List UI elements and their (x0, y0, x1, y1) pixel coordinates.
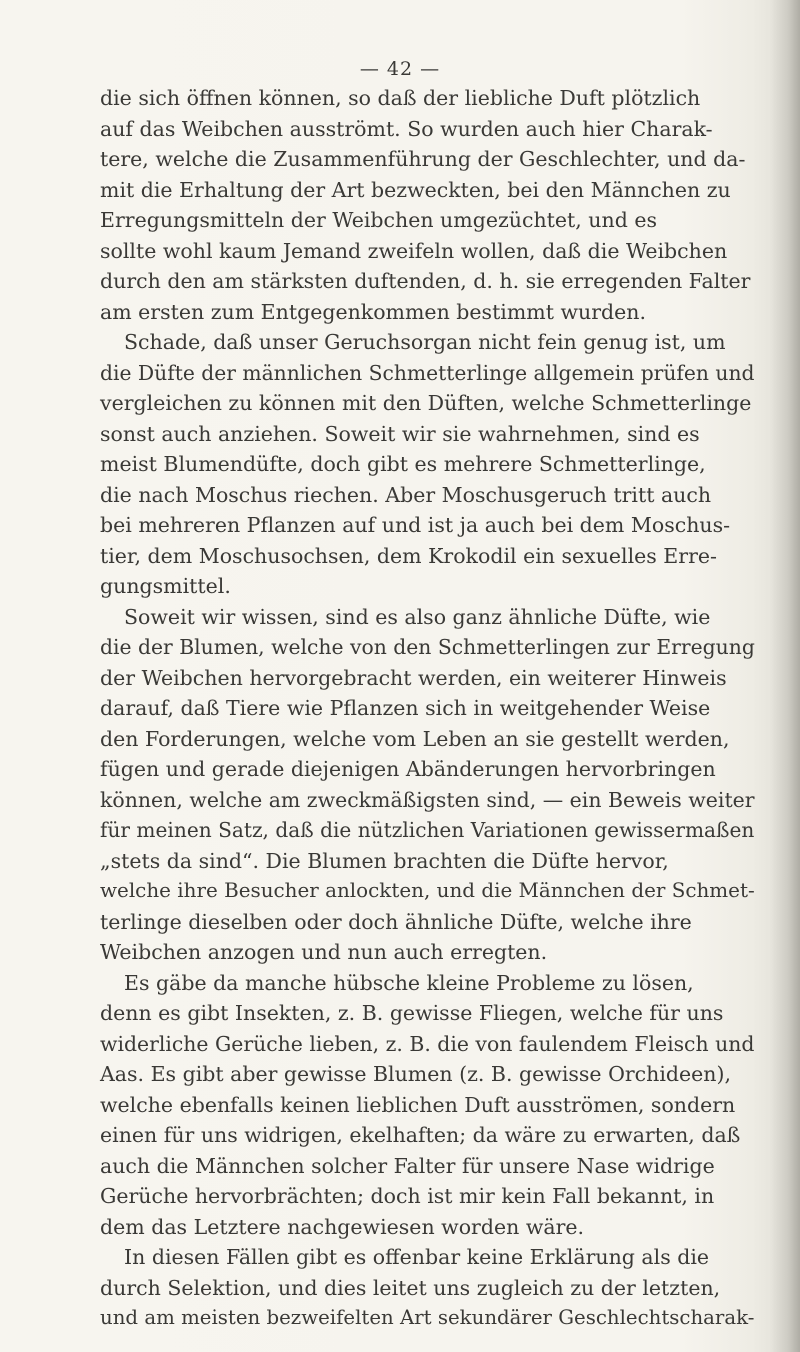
text-line: Schade, daß unser Geruchsorgan nicht fein genug ist, um (124, 330, 726, 354)
text-line: sonst auch anziehen. Soweit wir sie wahrnehmen, sind es (100, 421, 700, 446)
text-line: fügen und gerade diejenigen Abänderungen hervorbringen (100, 757, 716, 781)
text-line: Erregungsmitteln der Weibchen umgezüchtet, und es (100, 208, 657, 232)
text-line: den Forderungen, welche vom Leben an sie gestellt werden, (100, 726, 730, 751)
text-line: „stets da sind“. Die Blumen brachten die Düfte hervor, (100, 848, 669, 873)
text-line: die nach Moschus riechen. Aber Moschusgeruch tritt auch (100, 482, 712, 507)
text-line: mit die Erhaltung der Art bezweckten, bei den Männchen zu (100, 177, 731, 202)
text-line: welche ihre Besucher anlockten, und die Männchen der Schmet- (100, 879, 755, 902)
text-line: In diesen Fällen gibt es offenbar keine Erklärung als die (124, 1245, 710, 1269)
text-line: dem das Letztere nachgewiesen worden wäre. (100, 1214, 585, 1239)
text-line: widerliche Gerüche lieben, z. B. die von faulendem Fleisch und (100, 1031, 755, 1056)
page-edge-shadow (770, 0, 800, 1352)
text-line: gungsmittel. (100, 574, 231, 598)
text-line: darauf, daß Tiere wie Pflanzen sich in weitgehender Weise (100, 696, 711, 720)
text-line: für meinen Satz, daß die nützlichen Variationen gewissermaßen (100, 818, 755, 842)
text-line: Es gäbe da manche hübsche kleine Probleme zu lösen, (124, 970, 694, 995)
text-line: die der Blumen, welche von den Schmetterlingen zur Erregung (100, 635, 755, 659)
text-line: und am meisten bezweifelten Art sekundärer Geschlechtscharak- (100, 1306, 755, 1329)
page-number: — 42 — (359, 58, 441, 80)
text-line: durch Selektion, und dies leitet uns zugleich zu der letzten, (100, 1275, 721, 1300)
text-line: auch die Männchen solcher Falter für unsere Nase widrige (100, 1153, 715, 1178)
text-line: welche ebenfalls keinen lieblichen Duft ausströmen, sondern (100, 1092, 736, 1117)
text-line: meist Blumendüfte, doch gibt es mehrere Schmetterlinge, (100, 452, 706, 476)
text-line: können, welche am zweckmäßigsten sind, — ein Beweis weiter (100, 787, 755, 812)
text-line: der Weibchen hervorgebracht werden, ein weiterer Hinweis (100, 665, 727, 690)
text-line: Soweit wir wissen, sind es also ganz ähnliche Düfte, wie (124, 604, 711, 629)
body-text (100, 83, 755, 1334)
text-line: tier, dem Moschusochsen, dem Krokodil ein sexuelles Erre- (100, 543, 717, 568)
text-line: am ersten zum Entgegenkommen bestimmt wurden. (100, 299, 647, 324)
text-line: denn es gibt Insekten, z. B. gewisse Fliegen, welche für uns (100, 1001, 724, 1025)
text-line: bei mehreren Pflanzen auf und ist ja auch bei dem Moschus- (100, 513, 731, 537)
text-line: vergleichen zu können mit den Düften, welche Schmetterlinge (100, 391, 752, 415)
text-line: Weibchen anzogen und nun auch erregten. (100, 940, 548, 964)
text-line: Aas. Es gibt aber gewisse Blumen (z. B. gewisse Orchideen), (100, 1062, 732, 1086)
text-line: terlinge dieselben oder doch ähnliche Düfte, welche ihre (100, 909, 692, 934)
text-line: tere, welche die Zusammenführung der Geschlechter, und da- (100, 147, 746, 171)
text-line: durch den am stärksten duftenden, d. h. sie erregenden Falter (100, 269, 751, 293)
text-line: Gerüche hervorbrächten; doch ist mir kein Fall bekannt, in (100, 1184, 715, 1208)
text-line: die sich öffnen können, so daß der liebliche Duft plötzlich (100, 86, 701, 110)
text-line: auf das Weibchen ausströmt. So wurden auch hier Charak- (100, 116, 713, 141)
text-line: einen für uns widrigen, ekelhaften; da wäre zu erwarten, daß (100, 1123, 741, 1147)
text-line: die Düfte der männlichen Schmetterlinge allgemein prüfen und (100, 360, 755, 385)
text-line: sollte wohl kaum Jemand zweifeln wollen, daß die Weibchen (100, 238, 728, 263)
